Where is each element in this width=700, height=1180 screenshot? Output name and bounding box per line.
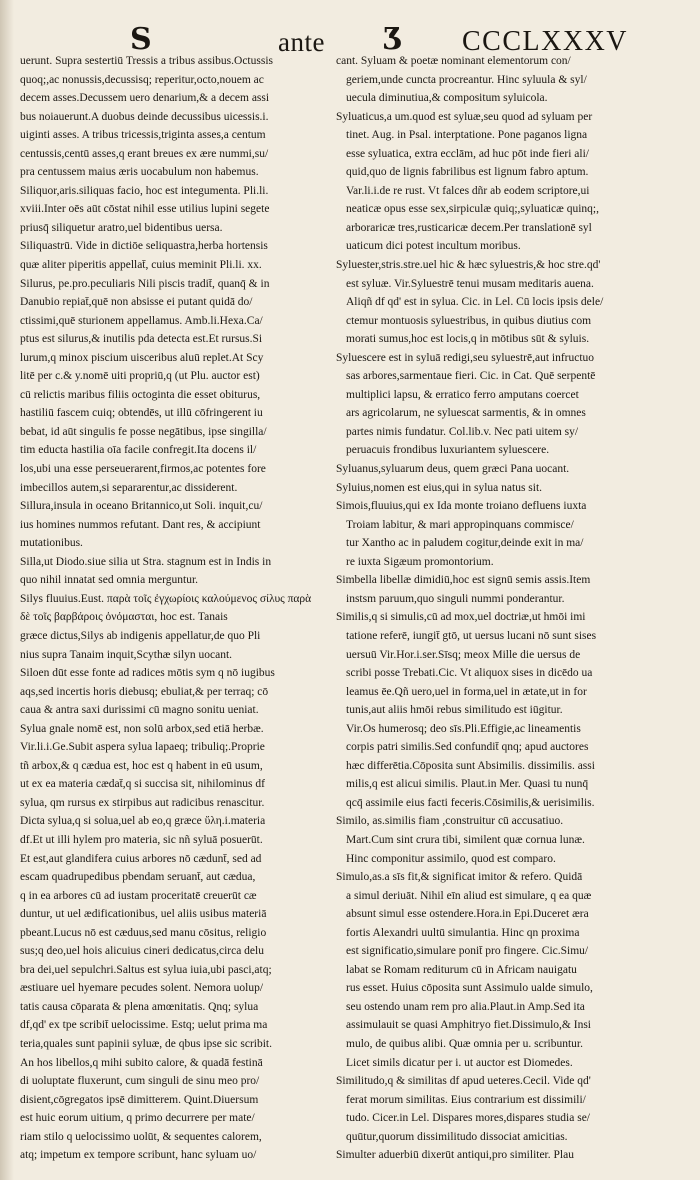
text-line: disient,cōgregatos ipsē dimitterem. Quint.Diuersum — [20, 1093, 259, 1106]
text-line: quæ aliter piperitis appellat̄, cuius meminit Pli.li. xx. — [20, 259, 262, 272]
text-line: tunis,aut aliis hmōi rebus similitudo est iūgitur. — [346, 704, 563, 717]
text-line: uaticum dici potest incultum moribus. — [346, 240, 521, 253]
text-line: sas arbores,sarmentaue fieri. Cic. in Cat. Quē serpentē — [346, 370, 596, 383]
text-line: cū relictis maribus filiis octoginta die esset obiturus, — [20, 388, 261, 401]
text-line: est huic eorum uitium, q primo decurrere per mate/ — [20, 1112, 255, 1125]
text-line: milis,q est alicui similis. Plaut.in Mer. Quasi tu nunq̄ — [346, 778, 589, 791]
text-line: Simbella libellæ dimidiū,hoc est signū semis assis.Item — [336, 574, 591, 587]
left-column — [20, 52, 322, 1165]
text-line: Syluanus,syluarum deus, quem græci Pana uocant. — [336, 463, 570, 476]
text-line: df.Et ut illi hylem pro materia, sic nñ syluā posuerūt. — [20, 833, 263, 846]
text-line: tatis causa cōparata & plena amœnitatis. Qnq; sylua — [20, 1000, 259, 1013]
text-line: Syluester,stris.stre.uel hic & hæc syluestris,& hoc stre.qd' — [336, 259, 601, 272]
text-line: Siliquastrū. Vide in dictiōe seliquastra,herba hortensis — [20, 240, 268, 253]
text-line: ferat morum similitas. Eius contrarium est dissimili/ — [346, 1093, 586, 1106]
header-signature-glyph: Ʒ — [383, 22, 403, 57]
text-line: δὲ τοῖς βαρβάροις ὀνόμασται, hoc est. Tanais — [20, 611, 228, 624]
text-line: æstiuare uel hyemare pecudes solent. Nemora uolup/ — [20, 982, 264, 995]
text-line: ius homines nummos refutant. Dant res, & accipiunt — [20, 518, 261, 531]
text-line: mulo, de quibus alibi. Quæ omnia per u. scribuntur. — [346, 1037, 584, 1050]
text-line: sus;q deo,uel hois alicuius cineri dedicatus,circa delu — [20, 945, 264, 958]
right-column — [336, 52, 648, 1165]
text-line: tinet. Aug. in Psal. interptatione. Pone paganos ligna — [346, 129, 588, 142]
text-line: los,ubi una esse perseuerarent,firmos,ac potentes fore — [20, 463, 266, 476]
text-line: Danubio repiat̄,quē non absisse ei putant quidā do/ — [20, 296, 253, 309]
text-line: neaticæ opus esse sex,sirpiculæ quiq;,syluaticæ quinq;, — [346, 203, 599, 216]
text-line: Siliquor,aris.siliquas facio, hoc est integumenta. Pli.li. — [20, 184, 269, 197]
text-line: peruacuis frondibus luxuriantem syluescere. — [346, 444, 550, 457]
text-line: Sillura,insula in oceano Britannico,ut Soli. inquit,cu/ — [20, 500, 263, 513]
text-line: Dicta sylua,q si solua,uel ab eo,q græce ὕλη.i.materia — [20, 815, 266, 828]
text-line: Var.li.i.de re rust. Vt falces dñr ab eodem scriptore,ui — [346, 184, 590, 197]
text-line: Et est,aut glandifera cuius arbores nō cædunt̄, sed ad — [20, 852, 262, 865]
text-line: Aliqñ df qd' est in sylua. Cic. in Lel. Cū locis ipsis dele/ — [346, 296, 604, 309]
text-line: uersuū Vir.Hor.i.ser.Sīsq; meox Mille die uersus de — [346, 648, 581, 661]
text-line: ut ex ea materia cædat̄,q si succisa sit, nihilominus df — [20, 778, 265, 791]
text-line: Syluescere est in syluā redigi,seu syluestrē,aut infructuo — [336, 351, 595, 364]
text-line: mutationibus. — [20, 537, 83, 550]
text-line: pbeant.Lucus nō est cæduus,sed manu cōsitus, religio — [20, 926, 267, 939]
header-left-ornament: S — [130, 22, 152, 57]
text-line: ctissimi,quē sturionem appellamus. Amb.li.Hexa.Ca/ — [20, 314, 263, 327]
text-line: tatione referē, iungit̄ gtō, ut uersus lucani nō sunt sises — [346, 629, 597, 642]
text-line: An hos libellos,q mihi subito calore, & quadā festinā — [20, 1056, 263, 1069]
text-line: di uoluptate fluxerunt, cum singuli de sinu meo pro/ — [20, 1075, 260, 1088]
text-line: labat se Romam rediturum cū in Africam nauigatu — [346, 963, 577, 976]
text-line: sylua, qm rursus ex stirpibus aut radicibus renascitur. — [20, 796, 265, 809]
text-line: qcq̄ assimile eius facti feceris.Cōsimilis,& uerisimilis. — [346, 796, 595, 809]
text-line: uerunt. Supra sestertiū Tressis a tribus assibus.Octussis — [20, 55, 273, 67]
text-line: hastiliū fascem cuiq; obtendēs, ut illū cōfringerent iu — [20, 407, 263, 420]
text-line: a simul deriuāt. Nihil eīn aliud est simulare, q ea quæ — [346, 889, 592, 902]
text-line: rus esset. Huius cōposita sunt Assimulo ualde simulo, — [346, 982, 593, 995]
text-line: Similitudo,q & similitas df apud ueteres.Cecil. Vide qd' — [336, 1075, 591, 1088]
text-line: Siloen dūt esse fonte ad radices mōtis sym q nō iugibus — [20, 667, 275, 680]
text-line: ptus est silurus,& inutilis pda detecta est.Et rursus.Si — [20, 333, 263, 346]
text-line: Silla,ut Diodo.siue silia ut Stra. stagnum est in Indis in — [20, 555, 272, 568]
text-line: est syluæ. Vir.Syluestrē tenui musam meditaris auena. — [346, 277, 594, 290]
text-line: riam stilo q uelocissimo uolūt, & sequentes calorem, — [20, 1130, 262, 1143]
text-line: Licet simils dicatur per i. ut auctor est Diomedes. — [346, 1056, 573, 1069]
text-line: Simois,fluuius,qui ex Ida monte troiano defluens iuxta — [336, 500, 587, 513]
text-line: litē per c.& y.nomē uiti propriū,q (ut Plu. auctor est) — [20, 370, 260, 383]
text-line: bra dei,uel sepulchri.Saltus est sylua iuia,ubi pasci,atq; — [20, 963, 272, 976]
header-catchword: ante — [278, 27, 325, 57]
folio-number: CCCLXXXV — [462, 26, 629, 57]
text-line: centussis,centū asses,q erant breues ex ære nummi,su/ — [20, 147, 269, 160]
text-line: Vir.li.i.Ge.Subit aspera sylua lapaeq; tribuliq;.Proprie — [20, 741, 265, 754]
text-line: fortis Alexandri uultū simulantia. Hinc qn proxima — [346, 926, 580, 939]
text-line: decem asses.Decussem uero denarium,& a decem assi — [20, 92, 270, 105]
text-line: Similis,q si simulis,cū ad mox,uel doctriæ,ut hmōi imi — [336, 611, 586, 624]
text-line: teria,quales sunt papinii syluæ, de qbus ipse sic scribit. — [20, 1037, 273, 1050]
text-line: quūtur,quorum dissimilitudo dissociat amicitias. — [346, 1130, 568, 1143]
text-line: bus noiauerunt.A duobus deinde decussibus uicessis.i. — [20, 110, 269, 123]
text-line: arboraricæ tres,rusticaricæ decem.Per translationē syl — [346, 221, 592, 234]
text-line: Silurus, pe.pro.peculiaris Nili piscis tradit̄, quanq̄ & in — [20, 277, 270, 290]
text-line: corpis patri similis.Sed confundit̄ qnq; apud auctores — [346, 741, 589, 754]
text-line: cant. Syluam & poetæ nominant elementorum con/ — [336, 55, 571, 67]
text-line: tñ arbox,& q cædua est, hoc est q habent in eū usum, — [20, 759, 263, 772]
text-line: priusq̄ siliquetur aratro,uel bidentibus uersa. — [20, 221, 223, 234]
text-line: uiginti asses. A tribus tricessis,triginta asses,a centum — [20, 129, 266, 142]
text-line: tur Xantho ac in paludem cogitur,deinde exit in ma/ — [346, 537, 584, 550]
text-line: aqs,sed incertis horis diebusq; ebuliat,& per terraq; cō — [20, 685, 269, 698]
text-line: nius supra Tanaim inquit,Scythæ silyn uocant. — [20, 648, 233, 661]
text-line: pra centussem maius æris uocabulum non habemus. — [20, 166, 259, 179]
text-line: Sylua gnale nomē est, non solū arbox,sed etiā herbæ. — [20, 722, 264, 735]
text-line: atq; impetum ex tempore scribunt, hanc syluam uo/ — [20, 1149, 257, 1162]
text-line: q in ea arbores cū ad iustam proceritatē creuerūt cæ — [20, 889, 257, 902]
text-line: græce dictus,Silys ab indigenis appellatur,de quo Pli — [20, 629, 261, 642]
text-line: Mart.Cum sint crura tibi, similent quæ cornua lunæ. — [346, 833, 585, 846]
text-line: partes nimis fundatur. Col.lib.v. Nec pati uitem sy/ — [346, 425, 579, 438]
text-line: xviii.Inter oēs aūt cōstat nihil esse utilius lupini segete — [20, 203, 270, 216]
text-line: Simulo,as.a sīs fit,& significat imitor & refero. Quidā — [336, 871, 583, 884]
text-line: tudo. Cicer.in Lel. Dispares mores,dispares studia se/ — [346, 1112, 591, 1125]
text-line: instsm paruum,quo singuli nummi ponderantur. — [346, 592, 565, 605]
text-line: esse syluatica, extra ecclām, ad huc pōt inde fieri ali/ — [346, 147, 589, 160]
text-line: caua & antra saxi durissimi cū magno sonitu ueniat. — [20, 704, 259, 717]
text-line: Syluaticus,a um.quod est syluæ,seu quod ad syluam per — [336, 110, 593, 123]
text-line: seu ostendo unam rem pro alia.Plaut.in Amp.Sed ita — [346, 1000, 585, 1013]
text-line: est significatio,simulare ponit̄ pro fingere. Cic.Simu/ — [346, 945, 589, 958]
text-line: hæc differētia.Cōposita sunt Absimilis. dissimilis. assi — [346, 759, 595, 772]
text-line: Silys fluuius.Eust. παρὰ τοῖς ἐγχωρίοις καλούμενος σίλυς παρὰ — [20, 592, 312, 605]
text-line: geriem,unde cuncta procreantur. Hinc syluula & syl/ — [346, 73, 587, 86]
text-line: re iuxta Sigæum promontorium. — [346, 555, 494, 568]
text-line: absunt simul esse ostendere.Hora.in Epi.Duceret æra — [346, 908, 589, 921]
text-line: df,qd' ex tpe scribit̄ uelocissime. Estq; uelut prima ma — [20, 1019, 268, 1032]
text-line: imbecillos autem,si separarentur,ac dissiderent. — [20, 481, 238, 494]
text-line: Vir.Os humerosq; deo sīs.Pli.Effigie,ac lineamentis — [346, 722, 581, 735]
text-line: Simulter aduerbiū dixerūt antiqui,pro similiter. Plau — [336, 1149, 574, 1162]
text-line: quo nihil innatat sed omnia merguntur. — [20, 574, 199, 587]
text-line: escam quadrupedibus pbendam seruant̄, aut cædua, — [20, 871, 256, 884]
text-line: Similo, as.similis fiam ,construitur cū accusatiuo. — [336, 815, 564, 828]
text-line: tim educta hastilia oīa facile confregit.Ita docens il/ — [20, 444, 257, 457]
text-line: Hinc componitur assimilo, quod est comparo. — [346, 852, 556, 865]
gutter-shadow — [0, 0, 14, 1180]
text-line: scribi posse Trebati.Cic. Vt aliquox sises in dicēdo ua — [346, 667, 593, 680]
text-line: Troiam labitur, & mari appropinquans commisce/ — [346, 518, 574, 531]
text-line: morati sumus,hoc est locis,q in mōtibus sūt & syluis. — [346, 333, 590, 346]
text-line: bebat, id aūt singulis fe posse negātibus, ipse singilla/ — [20, 425, 267, 438]
text-line: lurum,q minox piscium uisceribus aluū replet.At Scy — [20, 351, 264, 364]
text-line: Syluius,nomen est eius,qui in sylua natus sit. — [336, 481, 543, 494]
text-line: leamus ēe.Qñ uero,uel in forma,uel in ætate,ut in for — [346, 685, 587, 698]
text-line: quid,quo de lignis fabrilibus est lignum fabro aptum. — [346, 166, 589, 179]
text-line: ars agricolarum, ne syluescat sarmentis, & in omnes — [346, 407, 586, 420]
text-line: duntur, ut uel ædificationibus, uel aliis usibus materiā — [20, 908, 267, 921]
text-line: multiplici lapsu, & erratico ferro amputans coercet — [346, 388, 579, 401]
text-line: uecula diminutiua,& compositum syluicola. — [346, 92, 548, 105]
text-line: assimulauit se quasi Amphitryo fiet.Dissimulo,& Insi — [346, 1019, 592, 1032]
text-line: ctemur montuosis syluestribus, in quibus diutius com — [346, 314, 592, 327]
text-line: quoq;,ac nonussis,decussisq; reperitur,octo,nouem ac — [20, 73, 264, 86]
